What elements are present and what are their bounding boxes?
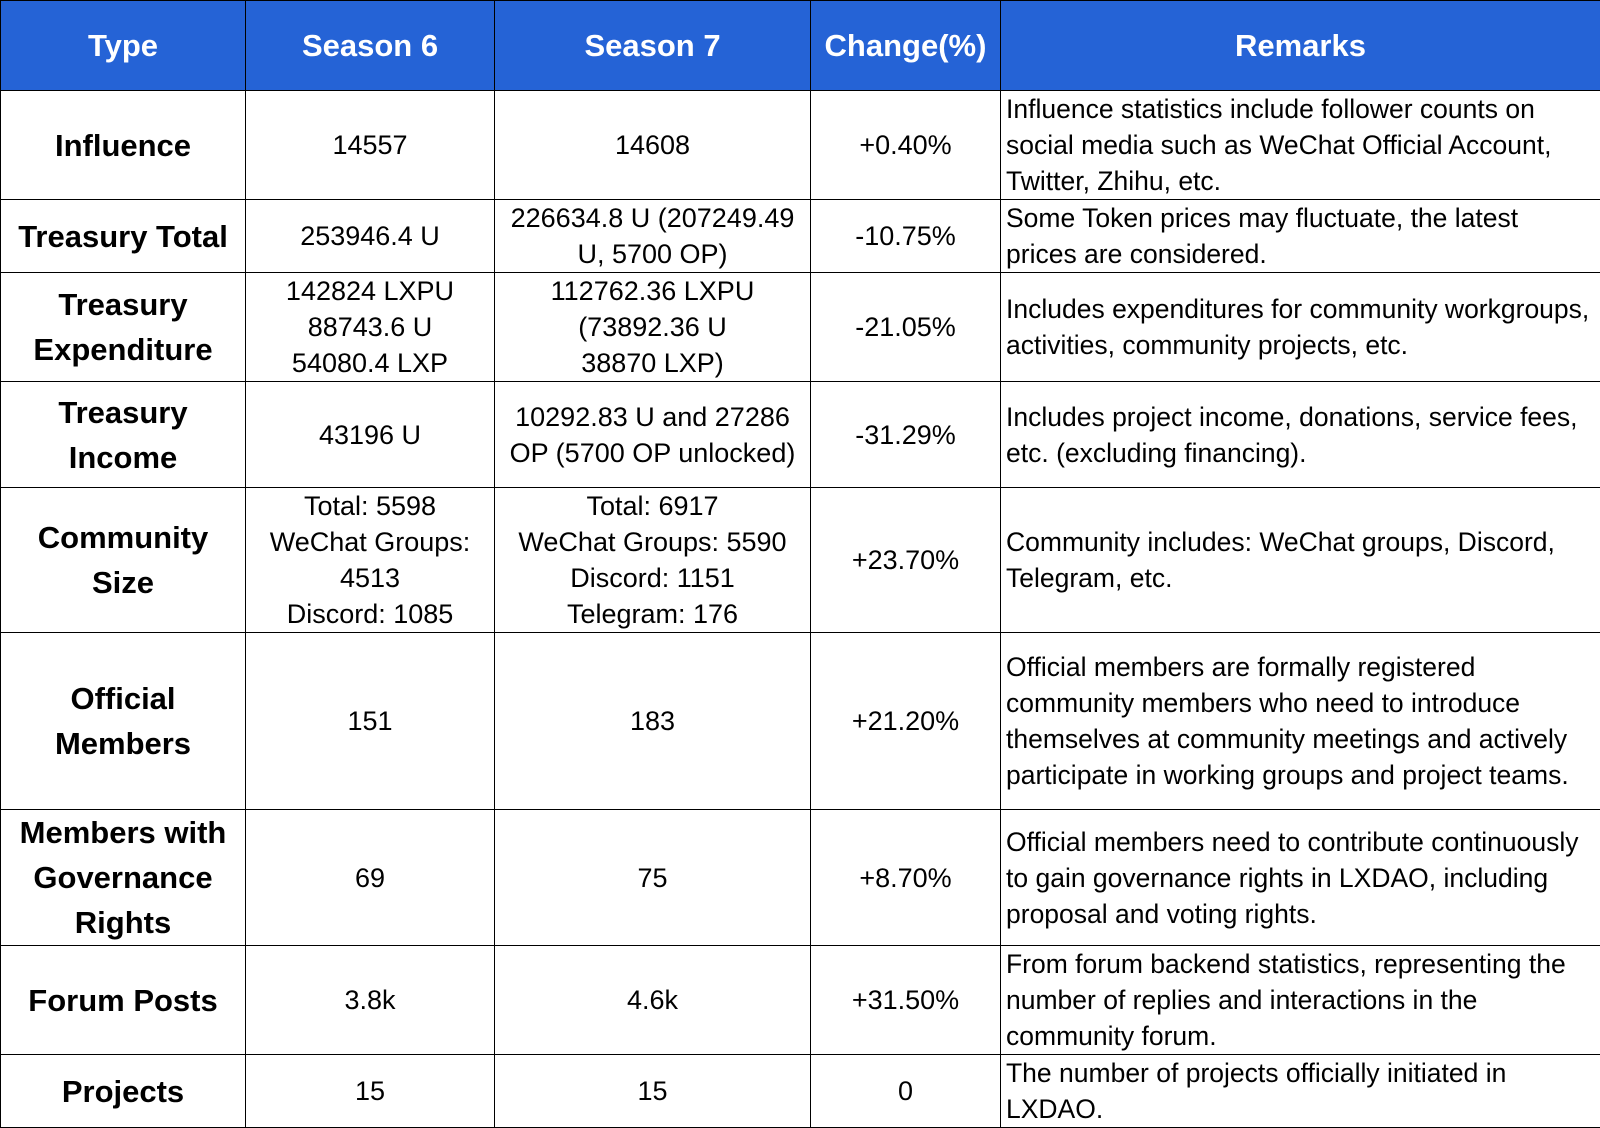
row-type: Treasury Expenditure	[1, 273, 246, 382]
season-7-value: 112762.36 LXPU (73892.36 U 38870 LXP)	[495, 273, 811, 382]
season-7-value: 183	[495, 633, 811, 810]
table-row-influence	[1, 91, 1600, 200]
season-6-value: 14557	[246, 91, 495, 200]
season-7-value: 14608	[495, 91, 811, 200]
remarks-text: Some Token prices may fluctuate, the latest prices are considered.	[1001, 200, 1600, 273]
season-7-value: 4.6k	[495, 946, 811, 1055]
header-remarks: Remarks	[1001, 1, 1600, 91]
remarks-text: Includes expenditures for community workgroups, activities, community projects, etc.	[1001, 273, 1600, 382]
season-6-value: 69	[246, 810, 495, 946]
season-7-value: 10292.83 U and 27286 OP (5700 OP unlocked)	[495, 382, 811, 488]
table-row-forum-posts	[1, 946, 1600, 1055]
remarks-text: Community includes: WeChat groups, Discord, Telegram, etc.	[1001, 488, 1600, 633]
change-value: -31.29%	[811, 382, 1001, 488]
remarks-text: Official members are formally registered community members who need to introduce themselves at community meetings and actively participate in working groups and project teams.	[1001, 633, 1600, 810]
table-row-treasury-expenditure	[1, 273, 1600, 382]
row-type: Forum Posts	[1, 946, 246, 1055]
table-row-community-size	[1, 488, 1600, 633]
header-season-7: Season 7	[495, 1, 811, 91]
season-6-value: 43196 U	[246, 382, 495, 488]
season-7-value: 15	[495, 1055, 811, 1128]
remarks-text: Includes project income, donations, service fees, etc. (excluding financing).	[1001, 382, 1600, 488]
season-6-value: 3.8k	[246, 946, 495, 1055]
header-season-6: Season 6	[246, 1, 495, 91]
season-7-value: 75	[495, 810, 811, 946]
season-7-value: 226634.8 U (207249.49 U, 5700 OP)	[495, 200, 811, 273]
table-row-treasury-total	[1, 200, 1600, 273]
table-row-official-members	[1, 633, 1600, 810]
season-6-value: Total: 5598 WeChat Groups: 4513 Discord: 1085	[246, 488, 495, 633]
remarks-text: The number of projects officially initiated in LXDAO.	[1001, 1055, 1600, 1128]
row-type: Official Members	[1, 633, 246, 810]
remarks-text: Influence statistics include follower counts on social media such as WeChat Official Account, Twitter, Zhihu, etc.	[1001, 91, 1600, 200]
season-6-value: 151	[246, 633, 495, 810]
change-value: +31.50%	[811, 946, 1001, 1055]
remarks-text: From forum backend statistics, representing the number of replies and interactions in the community forum.	[1001, 946, 1600, 1055]
season-7-value: Total: 6917 WeChat Groups: 5590 Discord: 1151 Telegram: 176	[495, 488, 811, 633]
change-value: 0	[811, 1055, 1001, 1128]
change-value: -21.05%	[811, 273, 1001, 382]
row-type: Members with Governance Rights	[1, 810, 246, 946]
header-type: Type	[1, 1, 246, 91]
table-row-projects	[1, 1055, 1600, 1128]
header-change: Change(%)	[811, 1, 1001, 91]
remarks-text: Official members need to contribute continuously to gain governance rights in LXDAO, including proposal and voting rights.	[1001, 810, 1600, 946]
table-row-treasury-income	[1, 382, 1600, 488]
change-value: +0.40%	[811, 91, 1001, 200]
change-value: +21.20%	[811, 633, 1001, 810]
change-value: -10.75%	[811, 200, 1001, 273]
row-type: Community Size	[1, 488, 246, 633]
row-type: Influence	[1, 91, 246, 200]
row-type: Projects	[1, 1055, 246, 1128]
season-6-value: 253946.4 U	[246, 200, 495, 273]
change-value: +23.70%	[811, 488, 1001, 633]
table-row-governance-members	[1, 810, 1600, 946]
season-6-value: 15	[246, 1055, 495, 1128]
change-value: +8.70%	[811, 810, 1001, 946]
row-type: Treasury Income	[1, 382, 246, 488]
season-6-value: 142824 LXPU 88743.6 U 54080.4 LXP	[246, 273, 495, 382]
table-header-row	[1, 1, 1600, 91]
row-type: Treasury Total	[1, 200, 246, 273]
